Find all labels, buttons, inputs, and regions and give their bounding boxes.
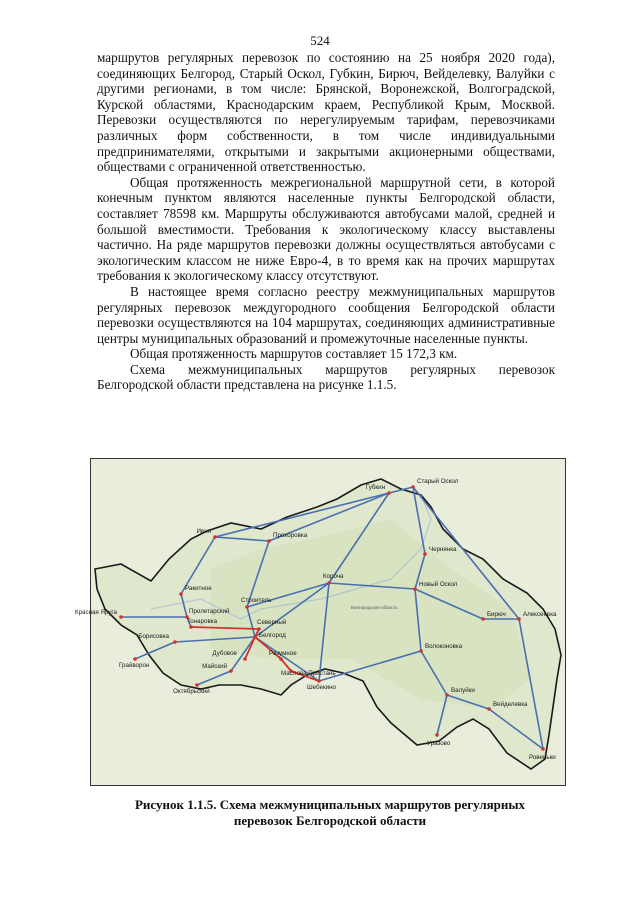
town-label: Красная Яруга <box>74 609 117 616</box>
town-label: Пролетарский <box>189 608 230 615</box>
town-marker <box>517 617 521 621</box>
town-label: Разумное <box>269 650 297 657</box>
town-marker <box>387 491 391 495</box>
paragraph-4: Общая протяженность маршрутов составляет 15 172,3 км. <box>130 346 458 362</box>
town-marker <box>413 587 417 591</box>
caption-line-2: перевозок Белгородской области <box>233 813 427 828</box>
town-marker <box>419 649 423 653</box>
town-marker <box>435 733 439 737</box>
town-marker <box>445 693 449 697</box>
route-map-figure <box>74 458 566 786</box>
town-label: Валуйки <box>451 687 475 694</box>
town-label: Шебекино <box>307 684 336 691</box>
town-label: Ровеньки <box>529 754 556 761</box>
caption-line-1: Рисунок 1.1.5. Схема межмуниципальных маршрутов регулярных <box>134 797 526 812</box>
town-label: Дубовое <box>212 650 237 657</box>
town-label: Строитель <box>241 597 272 604</box>
town-label: Уразово <box>427 740 451 747</box>
route-map <box>74 459 565 785</box>
town-label: Ракитное <box>185 585 212 592</box>
town-label: Грайворон <box>119 662 150 669</box>
town-label: Прохоровка <box>273 532 308 539</box>
town-marker <box>279 657 283 661</box>
town-label: Белгород <box>259 632 286 639</box>
town-label: Вейделевка <box>493 701 528 708</box>
paragraph-2: Общая протяженность межрегиональной маршрутной сети, в которой конечным пунктом являются населенные пункты Белгородской области, составляет 78598 км. Маршруты обслуживаются автобусами малой, средней и большой вместимости. Требования к экологическому классу выставлены частично. На ряде маршрутов перевозки должны осуществляться автобусами с экологическим классом не ниже Евро-4, в то время как на прочих маршрутах требования к экологическому классу отсутствуют. <box>97 174 555 284</box>
town-marker <box>195 683 199 687</box>
body-text <box>97 50 555 393</box>
paragraph-5: Схема межмуниципальных маршрутов регулярных перевозок Белгородской области представлена на рисунке 1.1.5. <box>97 361 555 393</box>
town-label: Чернянка <box>429 546 457 553</box>
town-label: Ивня <box>196 528 211 535</box>
town-marker <box>253 635 257 639</box>
town-marker <box>229 669 233 673</box>
town-label: Борисовка <box>138 633 169 640</box>
town-label: Старый Оскол <box>417 478 459 485</box>
town-label: Маслова Пристань <box>281 670 336 677</box>
town-marker <box>119 615 123 619</box>
town-label: Алексеевка <box>523 611 557 618</box>
town-marker <box>317 679 321 683</box>
town-label: Бирюч <box>487 611 506 618</box>
town-marker <box>423 552 427 556</box>
town-label: Волоконовка <box>425 643 463 650</box>
town-marker <box>327 581 331 585</box>
town-label: Новый Оскол <box>419 581 458 588</box>
town-marker <box>487 707 491 711</box>
town-marker <box>245 605 249 609</box>
town-label: Майский <box>202 663 227 670</box>
town-label: Тонаровка <box>187 618 218 625</box>
town-label: Северный <box>257 619 287 626</box>
town-marker <box>541 747 545 751</box>
page-number: 524 <box>310 33 330 48</box>
town-marker <box>481 617 485 621</box>
town-marker <box>411 485 415 489</box>
town-marker <box>189 625 193 629</box>
town-marker <box>213 535 217 539</box>
town-marker <box>173 640 177 644</box>
figure-caption <box>80 797 580 829</box>
town-label: Октябрьский <box>173 688 210 695</box>
town-marker <box>243 657 247 661</box>
paragraph-1: маршрутов регулярных перевозок по состоянию на 25 ноября 2020 года), соединяющих Белгород, Старый Оскол, Губкин, Бирюч, Вейделевку, Валуйки с другими регионами, в том числе: Брянской, Воронежской, Волгоградской, Курской областями, Краснодарским краем, Республикой Крым, Москвой. Перевозки осуществляются по нерегулируемым тарифам, перевозчиками различных форм собственности, в том числе индивидуальными предпринимателями, открытыми и закрытыми акционерными обществами, обществами с ограниченной ответственностью. <box>97 50 555 175</box>
town-label: Короча <box>323 573 344 580</box>
town-marker <box>257 627 261 631</box>
town-marker <box>267 539 271 543</box>
town-marker <box>179 592 183 596</box>
paragraph-3: В настоящее время согласно реестру межмуниципальных маршрутов регулярных перевозок междугородного сообщения Белгородской области перевозки осуществляются на 104 маршрутах, соединяющих административные центры муниципальных образований и промежуточные населенные пункты. <box>97 283 555 346</box>
town-marker <box>133 657 137 661</box>
region-label: Белгородская область <box>351 605 398 610</box>
town-label: Губкин <box>365 484 385 491</box>
